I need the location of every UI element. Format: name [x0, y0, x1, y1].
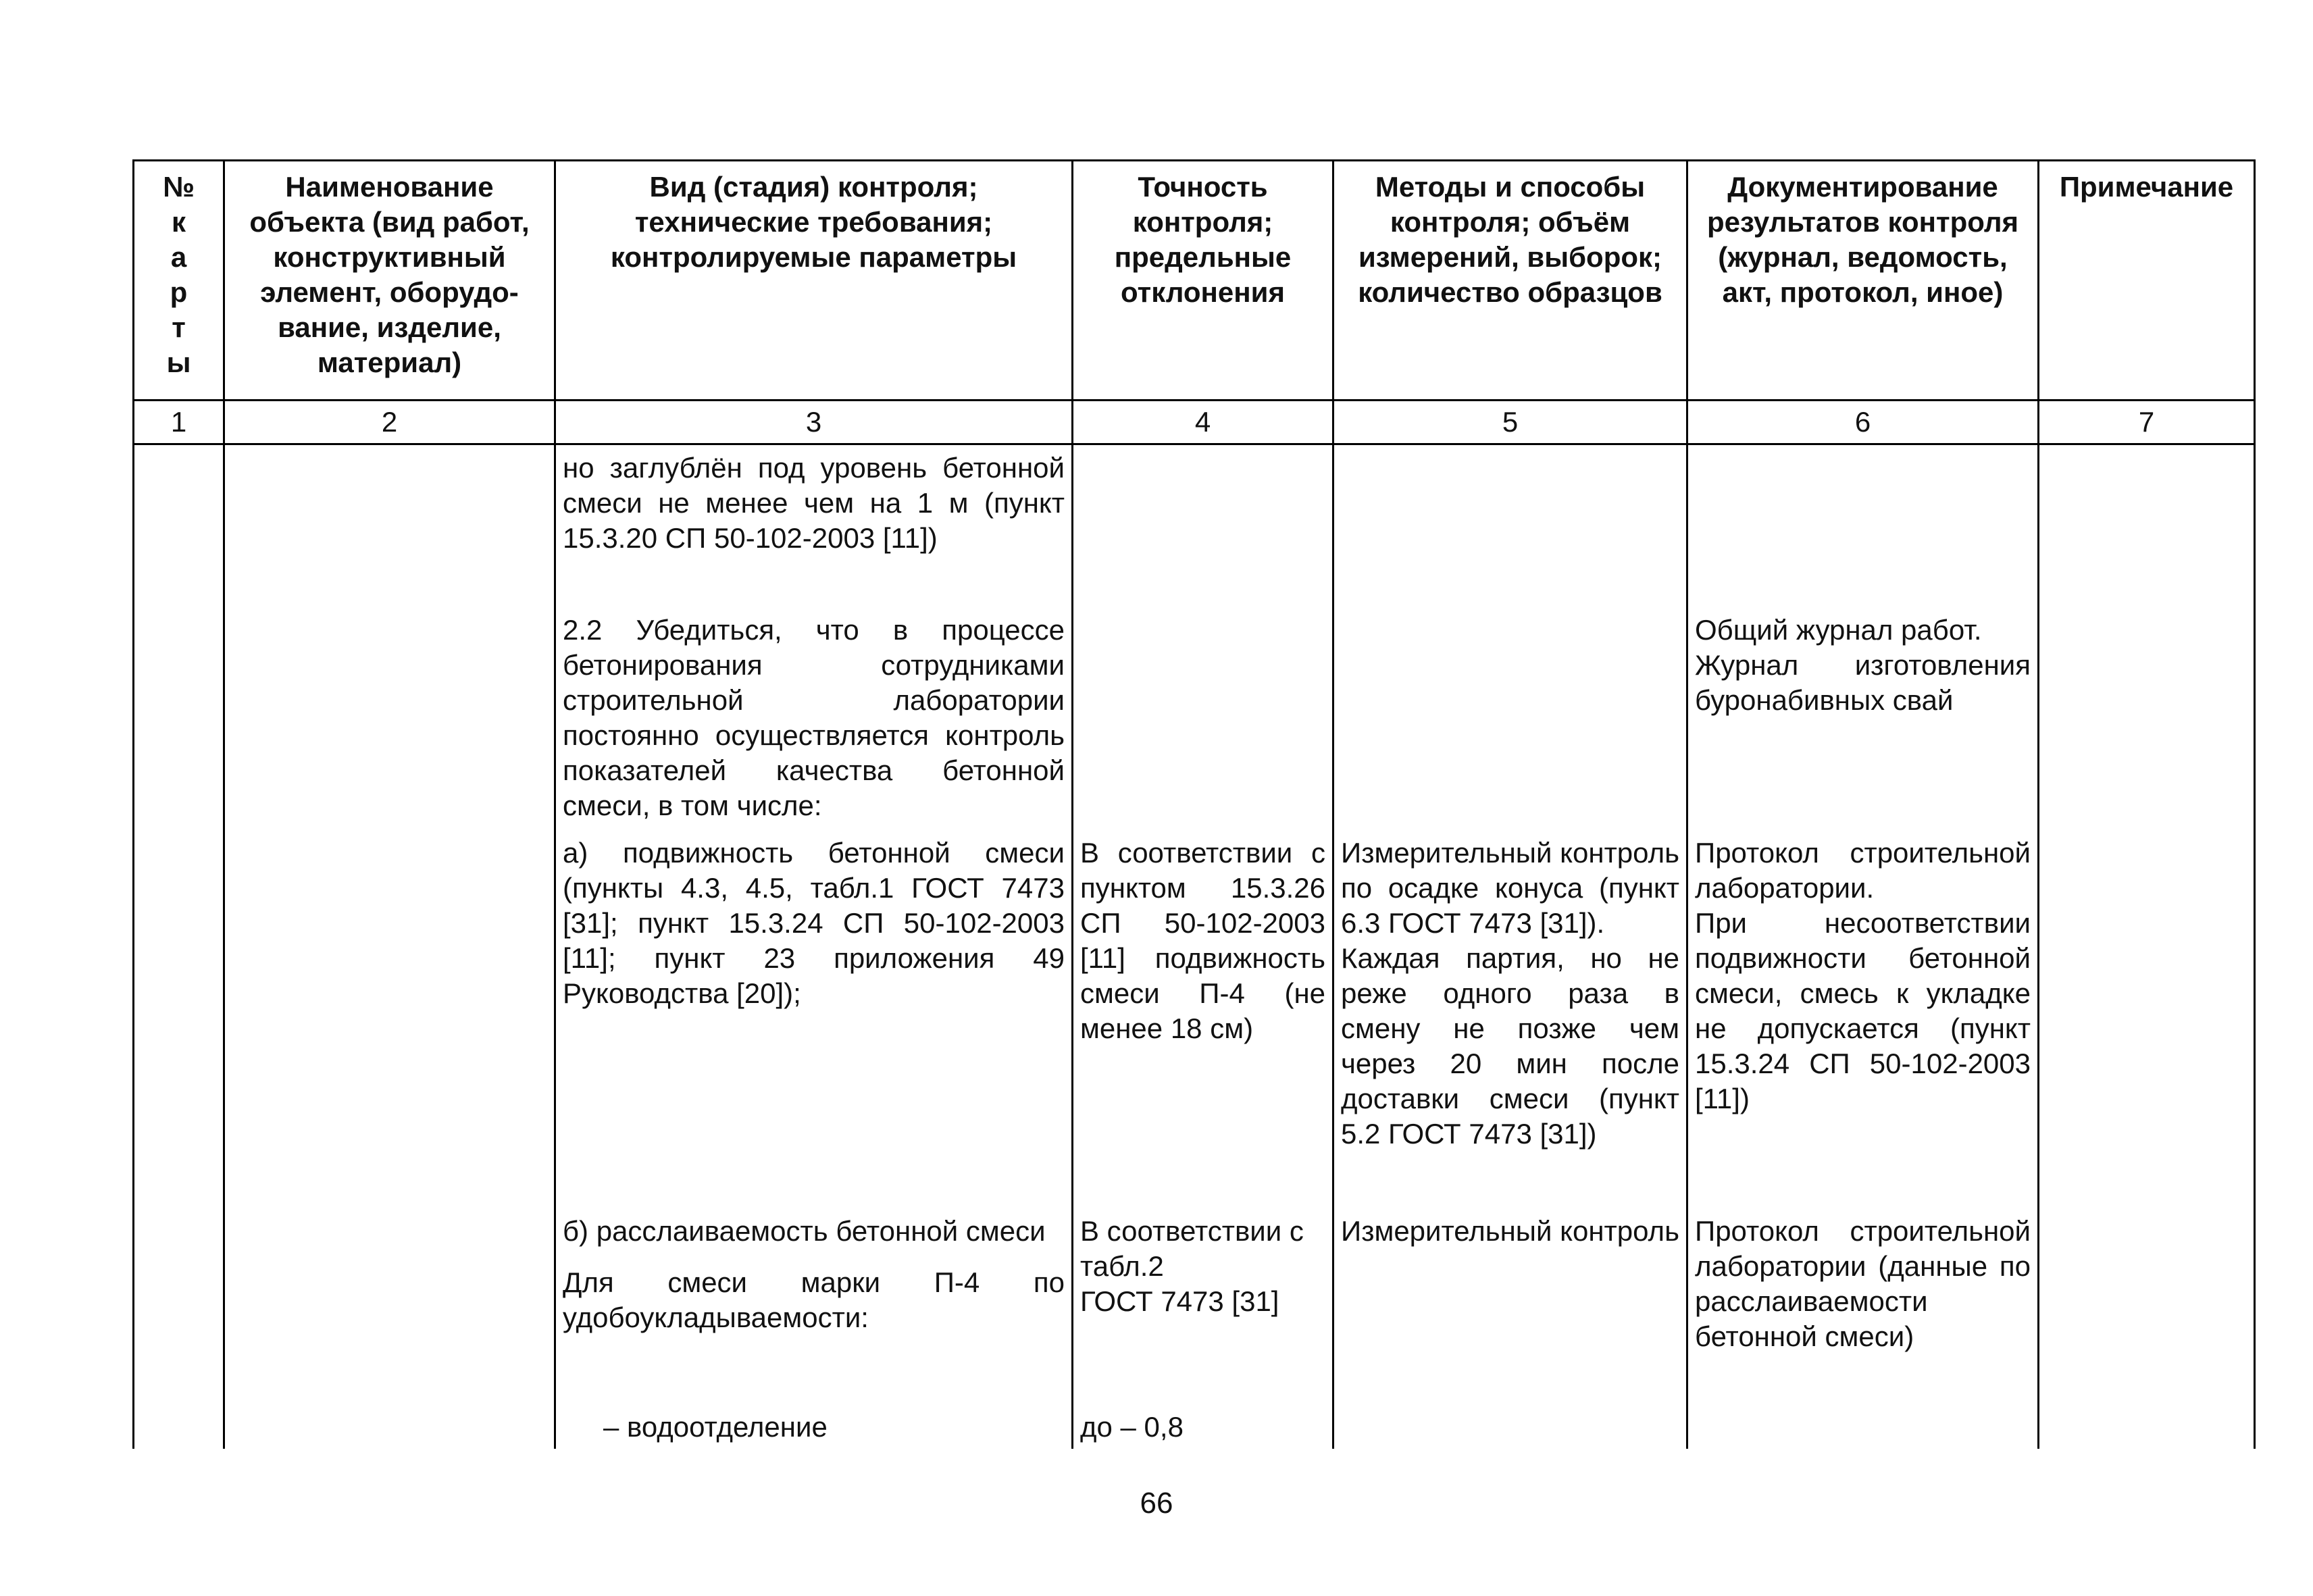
table-cell: [1687, 444, 2039, 613]
cell-text: Протокол строительной лаборатории.: [1695, 837, 2031, 904]
table-cell: [134, 835, 224, 1214]
column-number: 3: [555, 401, 1073, 444]
table-cell: [224, 613, 555, 835]
table-cell: [1687, 1214, 2039, 1410]
cell-text: Журнал изготовления буронабивных свай: [1695, 649, 2031, 716]
table-cell: [1073, 835, 1333, 1214]
column-number: 7: [2039, 401, 2255, 444]
table-cell: [134, 613, 224, 835]
table-cell: [134, 1410, 224, 1449]
cell-text: Каждая партия, но не реже одного раза в смену не позже чем через 20 мин после доставки смеси (пункт 5.2 ГОСТ 7473 [31]): [1341, 942, 1679, 1150]
cell-text: но заглублён под уровень бетонной смеси не менее чем на 1 м (пункт 15.3.20 СП 50-102-2003 [11]): [563, 452, 1065, 554]
cell-text: – водоотделение: [603, 1411, 828, 1443]
column-number: 2: [224, 401, 555, 444]
header-methods: Методы и способы контроля; объём измерений, выборок; количество образцов: [1333, 161, 1687, 401]
cell-text: В соответствии с пунктом 15.3.26 СП 50-102-2003 [11] подвижность смеси П-4 (не менее 18 см): [1080, 837, 1325, 1044]
table-cell: [1333, 444, 1687, 613]
header-object-name: Наименование объекта (вид работ, конструктивный элемент, оборудо-вание, изделие, материал): [224, 161, 555, 401]
table-cell: [555, 613, 1073, 835]
table-cell: [1333, 1214, 1687, 1410]
table-cell: [1687, 1410, 2039, 1449]
column-number: 6: [1687, 401, 2039, 444]
column-number: 4: [1073, 401, 1333, 444]
table-cell: [2039, 1410, 2255, 1449]
table-cell: [555, 1214, 1073, 1410]
table-cell: [1073, 1410, 1333, 1449]
column-number: 1: [134, 401, 224, 444]
cell-text: 2.2 Убедиться, что в процессе бетонирования сотрудниками строительной лаборатории постоянно осуществляется контроль показателей качества бетонной смеси, в том числе:: [563, 614, 1065, 821]
cell-text: Общий журнал работ.: [1695, 614, 1982, 646]
table-cell: [134, 1214, 224, 1410]
header-row: [134, 161, 2255, 401]
table-cell: [1687, 613, 2039, 835]
cell-text: до – 0,8: [1080, 1411, 1184, 1443]
table-cell: [555, 835, 1073, 1214]
table-cell: [134, 444, 224, 613]
table-cell: [224, 1410, 555, 1449]
control-table: [132, 159, 2256, 1449]
table-row: [134, 1410, 2255, 1449]
table-cell: [224, 835, 555, 1214]
table-cell: [1333, 835, 1687, 1214]
table-row: [134, 835, 2255, 1214]
table-cell: [555, 444, 1073, 613]
cell-text: Измерительный контроль по осадке конуса (пункт 6.3 ГОСТ 7473 [31]).: [1341, 837, 1679, 939]
table-cell: [1333, 613, 1687, 835]
table-cell: [224, 1214, 555, 1410]
table-cell: [2039, 835, 2255, 1214]
header-control-type: Вид (стадия) контроля; технические требования; контролируемые параметры: [555, 161, 1073, 401]
cell-text: ГОСТ 7473 [31]: [1080, 1285, 1279, 1317]
table-cell: [1073, 613, 1333, 835]
column-number-row: [134, 401, 2255, 444]
cell-text: б) расслаиваемость бетонной смеси: [563, 1215, 1046, 1247]
table-cell: [555, 1410, 1073, 1449]
table-cell: [1073, 444, 1333, 613]
page-number: 66: [1140, 1487, 1173, 1520]
table-cell: [1333, 1410, 1687, 1449]
header-card-number: № к а р т ы: [134, 161, 224, 401]
cell-text: Измерительный контроль: [1341, 1215, 1679, 1247]
table-row: [134, 444, 2255, 613]
cell-text: а) подвижность бетонной смеси (пункты 4.3, 4.5, табл.1 ГОСТ 7473 [31]; пункт 15.3.24 СП 50-102-2003 [11]; пункт 23 приложения 49 Руководства [20]);: [563, 837, 1065, 1009]
header-documentation: Документирование результатов контроля (журнал, ведомость, акт, протокол, иное): [1687, 161, 2039, 401]
column-number: 5: [1333, 401, 1687, 444]
table-row: [134, 1214, 2255, 1410]
header-accuracy: Точность контроля; предельные отклонения: [1073, 161, 1333, 401]
table-cell: [2039, 1214, 2255, 1410]
header-note: Примечание: [2039, 161, 2255, 401]
table-cell: [1687, 835, 2039, 1214]
table-cell: [2039, 613, 2255, 835]
cell-text: При несоответствии подвижности бетонной смеси, смесь к укладке не допускается (пункт 15.3.24 СП 50-102-2003 [11]): [1695, 907, 2031, 1114]
table-cell: [1073, 1214, 1333, 1410]
cell-text: Протокол строительной лаборатории (данные по расслаиваемости бетонной смеси): [1695, 1215, 2031, 1352]
table-cell: [2039, 444, 2255, 613]
table-cell: [224, 444, 555, 613]
table-row: [134, 613, 2255, 835]
cell-text: В соответствии с табл.2: [1080, 1215, 1304, 1282]
cell-text: Для смеси марки П-4 по удобоукладываемости:: [563, 1266, 1065, 1333]
